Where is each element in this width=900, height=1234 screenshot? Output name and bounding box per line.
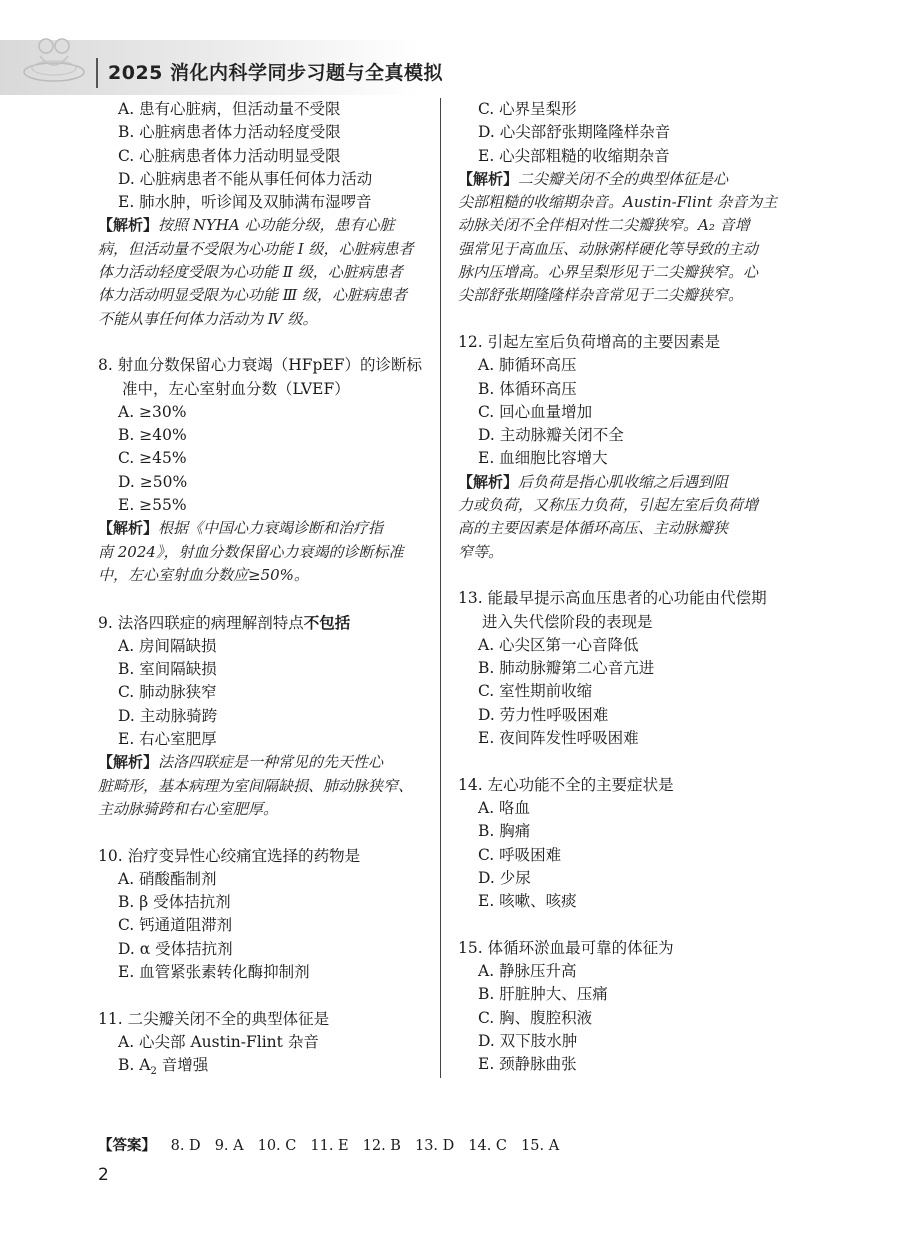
answer-option: A. 房间隔缺损 — [118, 636, 217, 655]
answer-option: C. 回心血量增加 — [478, 402, 593, 421]
explanation-continued: 脉内压增高。心界呈梨形见于二尖瓣狭窄。心 — [458, 263, 759, 282]
question-stem: 13. 能最早提示高血压患者的心功能由代偿期 — [458, 589, 767, 608]
answer-option: D. 心脏病患者不能从事任何体力活动 — [118, 169, 373, 188]
answer-option: E. ≥55% — [118, 496, 187, 515]
answer-option: E. 肺水肿，听诊闻及双肺满布湿啰音 — [118, 193, 372, 212]
explanation-label: 【解析】 — [458, 472, 519, 491]
answer-option: D. 主动脉瓣关闭不全 — [478, 426, 624, 445]
spacer — [458, 564, 818, 587]
question-stem: 9. 法洛四联症的病理解剖特点不包括 — [98, 612, 351, 632]
answer-option: D. 心尖部舒张期隆隆样杂音 — [478, 123, 671, 142]
answer-option: B. 心脏病患者体力活动轻度受限 — [118, 123, 341, 142]
explanation: 【解析】后负荷是指心肌收缩之后遇到阻 — [458, 472, 729, 491]
spacer — [458, 913, 818, 936]
question-stem: 11. 二尖瓣关闭不全的典型体征是 — [98, 1009, 330, 1028]
answer-option: C. 心界呈梨形 — [478, 100, 577, 118]
answer-key-item: 8. D — [170, 1138, 201, 1154]
spacer — [458, 308, 818, 331]
right-column — [458, 98, 818, 1076]
answer-option: D. 劳力性呼吸困难 — [478, 705, 609, 724]
explanation-continued: 中，左心室射血分数应≥50%。 — [98, 565, 309, 584]
answer-key-item: 10. C — [257, 1138, 297, 1154]
answer-option: E. 右心室肥厚 — [118, 730, 217, 749]
explanation: 【解析】根据《中国心力衰竭诊断和治疗指 — [98, 519, 384, 538]
answer-option: B. $A_2$ 音增强 — [118, 1056, 209, 1078]
answer-option: A. 肺循环高压 — [478, 356, 577, 375]
explanation: 【解析】二尖瓣关闭不全的典型体征是心 — [458, 169, 729, 188]
explanation-continued: 强常见于高血压、动脉粥样硬化等导致的主动 — [458, 239, 759, 258]
question-stem: 12. 引起左室后负荷增高的主要因素是 — [458, 332, 721, 351]
answer-key-item: 13. D — [414, 1138, 455, 1154]
answer-option: B. ≥40% — [118, 426, 187, 445]
explanation-continued: 脏畸形，基本病理为室间隔缺损、肺动脉狭窄、 — [98, 776, 414, 795]
answer-option: C. 钙通道阻滞剂 — [118, 916, 233, 935]
answer-option: A. 心尖部 Austin-Flint 杂音 — [118, 1032, 319, 1051]
answer-option: B. 肺动脉瓣第二心音亢进 — [478, 659, 655, 678]
column-divider — [440, 98, 441, 1078]
page-header — [0, 0, 900, 95]
answer-option: D. 双下肢水肿 — [478, 1031, 578, 1050]
answer-option: C. ≥45% — [118, 449, 187, 468]
explanation-continued: 体力活动轻度受限为心功能 Ⅱ 级，心脏病患者 — [98, 263, 403, 282]
answer-key-item: 15. A — [521, 1138, 560, 1154]
explanation-continued: 尖部粗糙的收缩期杂音。Austin-Flint 杂音为主 — [458, 193, 778, 212]
explanation-continued: 病，但活动量不受限为心功能 Ⅰ 级，心脏病患者 — [98, 239, 414, 258]
answer-key-label: 【答案】 — [98, 1137, 156, 1154]
explanation-label: 【解析】 — [458, 169, 519, 188]
answer-option: C. 肺动脉狭窄 — [118, 683, 217, 702]
answer-option: A. 静脉压升高 — [478, 961, 577, 980]
answer-option: B. 体循环高压 — [478, 379, 577, 398]
answer-option: E. 血管紧张素转化酶抑制剂 — [118, 962, 310, 981]
answer-key-item: 11. E — [310, 1138, 349, 1154]
explanation-continued: 动脉关闭不全伴相对性二尖瓣狭窄。A₂ 音增 — [458, 216, 750, 235]
explanation-continued: 不能从事任何体力活动为 Ⅳ 级。 — [98, 309, 318, 328]
answer-option: E. 咳嗽、咳痰 — [478, 892, 577, 911]
explanation-continued: 体力活动明显受限为心功能 Ⅲ 级，心脏病患者 — [98, 286, 408, 305]
answer-option: D. ≥50% — [118, 472, 188, 491]
answer-option: C. 心脏病患者体力活动明显受限 — [118, 146, 341, 165]
answer-option: C. 呼吸困难 — [478, 845, 562, 864]
answer-option: E. 心尖部粗糙的收缩期杂音 — [478, 146, 670, 165]
answer-option: E. 夜间阵发性呼吸困难 — [478, 729, 639, 748]
spacer — [458, 750, 818, 773]
answer-key — [98, 1134, 573, 1155]
spacer — [98, 587, 458, 610]
question-stem-continued: 准中，左心室射血分数（LVEF） — [122, 379, 350, 398]
explanation-continued: 高的主要因素是体循环高压、主动脉瓣狭 — [458, 519, 729, 538]
question-stem: 14. 左心功能不全的主要症状是 — [458, 775, 674, 794]
explanation-continued: 力或负荷，又称压力负荷，引起左室后负荷增 — [458, 496, 759, 515]
answer-option: C. 胸、腹腔积液 — [478, 1008, 593, 1027]
answer-option: A. 心尖区第一心音降低 — [478, 635, 639, 654]
header-separator — [96, 58, 98, 88]
answer-option: B. 室间隔缺损 — [118, 660, 217, 679]
explanation-label: 【解析】 — [98, 519, 159, 538]
explanation-continued: 南 2024》，射血分数保留心力衰竭的诊断标准 — [98, 542, 404, 561]
explanation: 【解析】按照 NYHA 心功能分级，患有心脏 — [98, 216, 395, 235]
question-stem: 8. 射血分数保留心力衰竭（HFpEF）的诊断标 — [98, 356, 422, 375]
question-stem-continued: 进入失代偿阶段的表现是 — [482, 612, 653, 631]
explanation-label: 【解析】 — [98, 753, 159, 772]
explanation-continued: 窄等。 — [458, 542, 504, 561]
answer-option: E. 血细胞比容增大 — [478, 449, 608, 468]
answer-option: C. 室性期前收缩 — [478, 682, 593, 701]
book-title: 2025 消化内科学同步习题与全真模拟 — [108, 62, 443, 84]
explanation-continued: 尖部舒张期隆隆样杂音常见于二尖瓣狭窄。 — [458, 286, 744, 305]
answer-option: D. 少尿 — [478, 868, 531, 887]
answer-option: A. 咯血 — [478, 798, 531, 817]
spacer — [98, 821, 458, 844]
logo-icon — [18, 28, 90, 88]
question-stem: 15. 体循环淤血最可靠的体征为 — [458, 938, 674, 957]
explanation-label: 【解析】 — [98, 216, 159, 235]
answer-option: A. ≥30% — [118, 402, 187, 421]
answer-option: A. 患有心脏病，但活动量不受限 — [118, 100, 341, 118]
answer-option: E. 颈静脉曲张 — [478, 1055, 577, 1074]
answer-option: D. α 受体拮抗剂 — [118, 939, 233, 958]
page-number: 2 — [98, 1165, 109, 1185]
explanation-continued: 主动脉骑跨和右心室肥厚。 — [98, 799, 279, 818]
answer-option: A. 硝酸酯制剂 — [118, 869, 217, 888]
explanation: 【解析】法洛四联症是一种常见的先天性心 — [98, 753, 384, 772]
question-stem: 10. 治疗变异性心绞痛宜选择的药物是 — [98, 846, 361, 865]
answer-key-item: 9. A — [214, 1138, 244, 1154]
answer-option: B. β 受体拮抗剂 — [118, 893, 231, 912]
answer-key-item: 14. C — [468, 1138, 508, 1154]
left-column — [98, 98, 458, 1084]
spacer — [98, 331, 458, 354]
answer-option: D. 主动脉骑跨 — [118, 706, 218, 725]
answer-option: B. 肝脏肿大、压痛 — [478, 985, 608, 1004]
spacer — [98, 984, 458, 1007]
answer-key-item: 12. B — [362, 1138, 401, 1154]
answer-option: B. 胸痛 — [478, 822, 531, 841]
